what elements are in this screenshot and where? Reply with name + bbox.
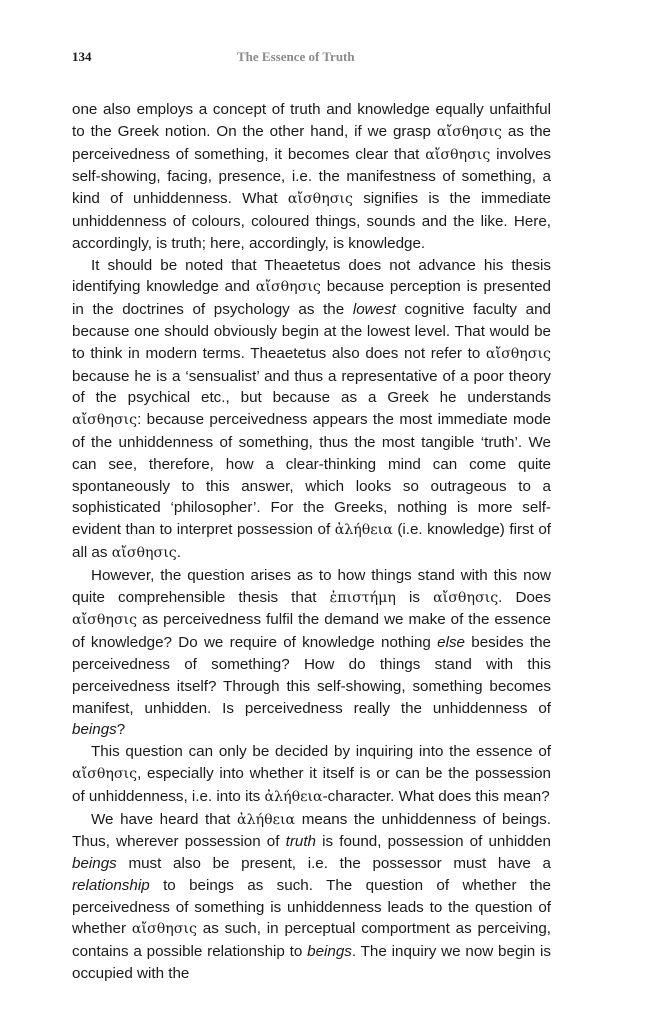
paragraph xyxy=(72,809,551,985)
greek-term: ἐπιστήμη xyxy=(329,589,396,606)
text-run: because perception is presented in the doctrines of psychology as the xyxy=(72,278,551,319)
emphasis: beings xyxy=(307,943,352,961)
text-run: . Does xyxy=(498,588,551,606)
greek-term: αἴσθησις xyxy=(485,345,551,362)
text-run: because he is a ‘sensualist’ and thus a representative of a poor theory of the psychical etc., but because as a Greek he understands xyxy=(72,367,551,407)
text-run: However, the question arises as to how things stand with this now quite comprehensible thesis that xyxy=(72,566,551,606)
greek-term: αἴσθησις xyxy=(111,544,177,561)
greek-term: αἴσθησις xyxy=(72,412,138,429)
text-run: This question can only be decided by inquiring into the essence of xyxy=(91,743,551,761)
text-run: We have heard that xyxy=(91,810,237,828)
emphasis: relationship xyxy=(72,876,150,894)
text-run: means the unhiddenness of beings. Thus, wherever possession of xyxy=(72,810,551,851)
text-run: cognitive faculty and because one should obviously begin at the lowest level. That would be to think in modern terms. Theaetetus also does not refer to xyxy=(72,301,551,362)
greek-term: αἴσθησις xyxy=(255,279,321,296)
greek-term: ἀλήθεια xyxy=(264,788,323,805)
text-run: -character. What does this mean? xyxy=(322,787,550,805)
greek-term: αἴσθησις xyxy=(287,191,353,208)
greek-term: αἴσθησις xyxy=(131,921,197,938)
emphasis: beings xyxy=(72,855,117,873)
text-run: as such, in perceptual comportment as perceiving, contains a possible relationship to xyxy=(72,920,551,961)
greek-term: αἴσθησις xyxy=(436,123,502,140)
running-title: The Essence of Truth xyxy=(237,49,355,64)
greek-term: αἴσθησις xyxy=(72,612,138,629)
greek-term: ἀλήθεια xyxy=(334,522,393,539)
text-run: one also employs a concept of truth and knowledge equally unfaithful to the Greek notion. On the other hand, if we grasp xyxy=(72,101,551,140)
text-run: to beings as such. The question of whether the perceivedness of something is unhiddenness leads to the question of whether xyxy=(72,876,551,938)
emphasis: truth xyxy=(285,833,316,851)
text-run: signifies is the immediate unhiddenness of colours, coloured things, sounds and the like. Here, accordingly, is truth; here, accordingly, is knowledge. xyxy=(72,190,551,252)
text-run: It should be noted that Theaetetus does not advance his thesis identifying knowledge and xyxy=(72,256,551,296)
text-run: . xyxy=(176,543,181,561)
greek-term: αἴσθησις xyxy=(433,589,499,606)
text-run: (i.e. knowledge) first of all as xyxy=(72,521,551,561)
text-run: besides the perceivedness of something? How do things stand with this perceivedness itself? Through this self-showing, something becomes manifest, unhidden. Is perceivedness really the unhiddenness of xyxy=(72,634,552,717)
text-run: is found, possession of unhidden xyxy=(316,833,551,851)
text-run: is xyxy=(395,588,434,606)
paragraph xyxy=(72,565,551,741)
emphasis: beings xyxy=(72,721,117,739)
text-run: . The inquiry we now begin is occupied with the xyxy=(72,943,551,983)
text-run: : because perceivedness appears the most immediate mode of the unhiddenness of something, thus the most tangible ‘truth’. We can see, therefore, how a clear-thinking mind can come quite spontaneously to this answer, which looks so outrageous to a sophisticated ‘philosopher’. For the Greeks, nothing is more self-evident than to interpret possession of xyxy=(72,411,551,539)
greek-term: αἴσθησις xyxy=(425,146,491,163)
greek-term: ἀλήθεια xyxy=(237,811,296,828)
page-number: 134 xyxy=(72,49,92,64)
paragraph xyxy=(72,99,551,255)
text-run: involves self-showing, facing, presence, i.e. the manifestness of something, a kind of unhiddenness. What xyxy=(72,145,552,208)
greek-term: αἴσθησις xyxy=(72,765,138,782)
emphasis: else xyxy=(437,634,465,652)
text-run: as the perceivedness of something, it becomes clear that xyxy=(72,122,552,163)
running-head xyxy=(72,49,552,71)
body-text xyxy=(72,99,551,985)
emphasis: lowest xyxy=(352,301,396,319)
text-run: ? xyxy=(116,721,126,739)
text-run: , especially into whether it itself is or can be the possession of unhiddenness, i.e. into its xyxy=(72,764,551,805)
text-run: must also be present, i.e. the possessor must have a xyxy=(116,855,551,873)
paragraph xyxy=(72,255,551,565)
text-run: as perceivedness fulfil the demand we make of the essence of knowledge? Do we require of knowledge nothing xyxy=(72,611,551,652)
paragraph xyxy=(72,741,551,808)
